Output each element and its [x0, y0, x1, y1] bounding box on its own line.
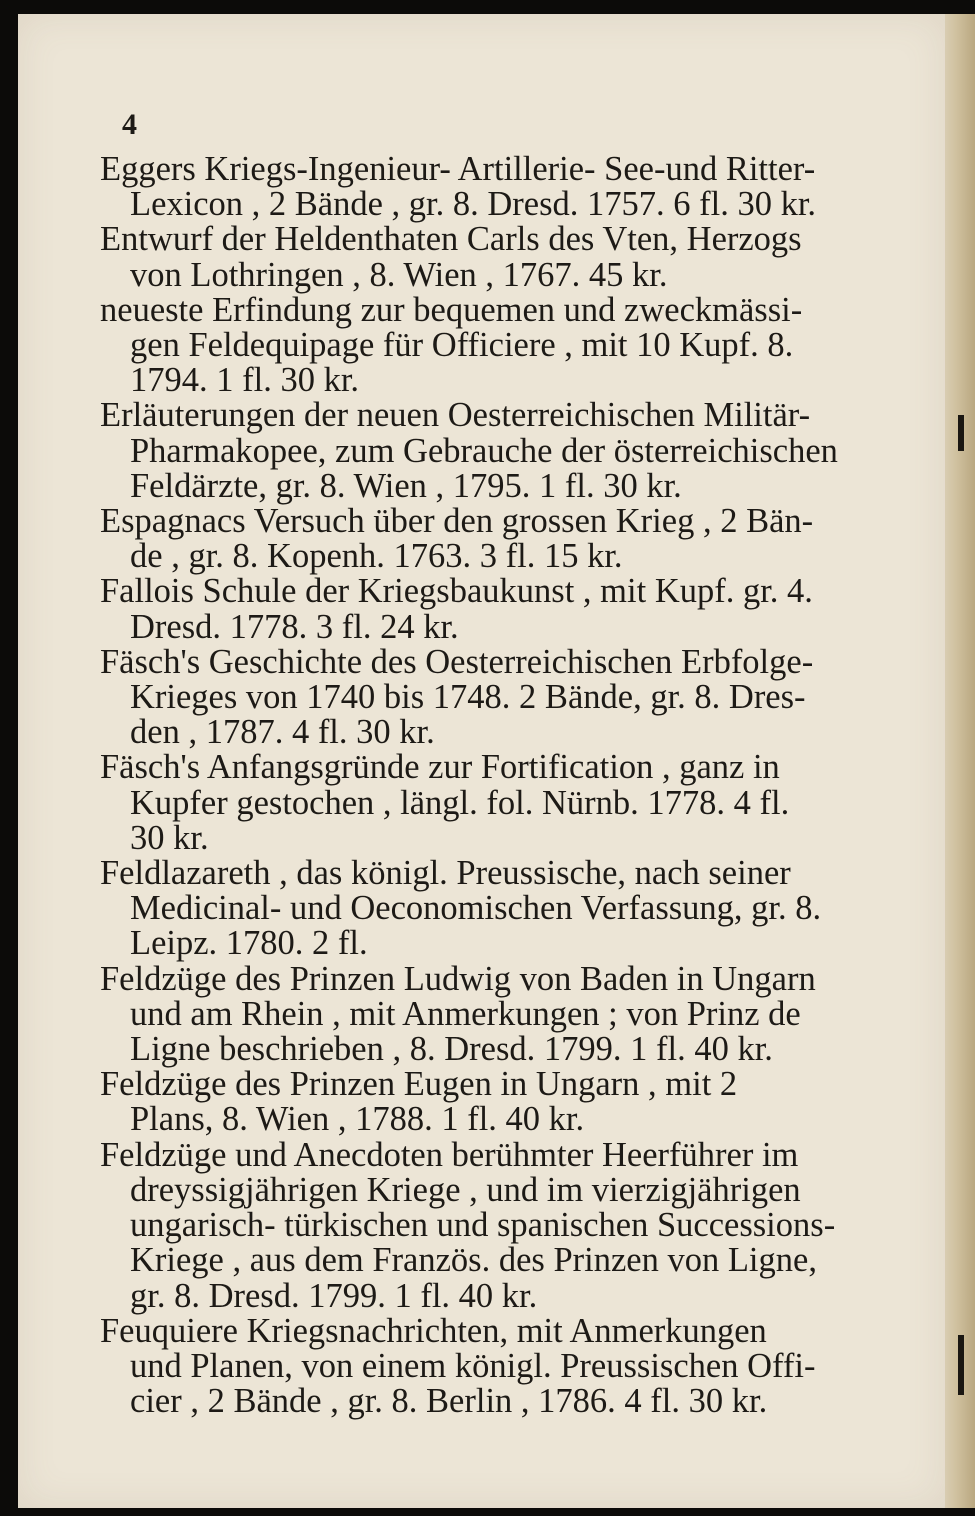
entry-continuation-line: 30 kr.	[130, 818, 209, 857]
entry-continuation-line: gen Feldequipage für Officiere , mit 10 Kupf. 8.	[130, 326, 794, 365]
entry-continuation-line: 1794. 1 fl. 30 kr.	[130, 361, 360, 400]
entry-title-line: Eggers Kriegs-Ingenieur- Artillerie- See-und Ritter-	[100, 150, 816, 188]
entry-continuation-line: Feldärzte, gr. 8. Wien , 1795. 1 fl. 30 kr.	[130, 466, 682, 505]
entry-title-line: Fallois Schule der Kriegsbaukunst , mit Kupf. gr. 4.	[100, 572, 813, 611]
entry-continuation-line: de , gr. 8. Kopenh. 1763. 3 fl. 15 kr.	[130, 537, 623, 576]
bibliography-entry	[100, 290, 922, 400]
entry-continuation-line: und Planen, von einem königl. Preussischen Offi-	[130, 1346, 816, 1385]
bibliography-entry	[100, 1311, 922, 1421]
entry-continuation-line: Pharmakopee, zum Gebrauche der österreichischen	[130, 431, 838, 470]
entry-continuation-line: ungarisch- türkischen und spanischen Successions-	[130, 1206, 836, 1245]
entry-continuation-line: den , 1787. 4 fl. 30 kr.	[130, 713, 435, 752]
entry-continuation-line: Krieges von 1740 bis 1748. 2 Bände, gr. 8. Dres-	[130, 678, 806, 717]
bibliography-entry	[100, 856, 922, 962]
entry-continuation-line: dreyssigjährigen Kriege , und im vierzigjährigen	[130, 1170, 801, 1209]
page-number: 4	[122, 108, 137, 141]
bibliography-entry	[100, 642, 922, 752]
bibliography-entry	[100, 222, 922, 292]
entry-continuation-line: und am Rhein , mit Anmerkungen ; von Prinz de	[130, 994, 801, 1033]
entry-continuation-line: Kriege , aus dem Französ. des Prinzen von Ligne,	[130, 1241, 817, 1280]
entry-title-line: Feldzüge des Prinzen Eugen in Ungarn , mit 2	[100, 1065, 738, 1104]
bibliography-entry	[100, 959, 922, 1069]
entry-title-line: Espagnacs Versuch über den grossen Krieg , 2 Bän-	[100, 502, 814, 541]
entry-title-line: Entwurf der Heldenthaten Carls des Vten, Herzogs	[100, 220, 802, 259]
entry-title-line: Feldzüge des Prinzen Ludwig von Baden in Ungarn	[100, 959, 816, 998]
entry-title-line: neueste Erfindung zur bequemen und zweckmässi-	[100, 290, 803, 329]
entry-continuation-line: cier , 2 Bände , gr. 8. Berlin , 1786. 4 fl. 30 kr.	[130, 1382, 768, 1421]
entry-continuation-line: gr. 8. Dresd. 1799. 1 fl. 40 kr.	[130, 1276, 538, 1315]
entry-continuation-line: Leipz. 1780. 2 fl.	[130, 924, 368, 963]
bibliography-entry	[100, 750, 922, 856]
bibliography-entry	[100, 398, 922, 504]
entry-title-line: Erläuterungen der neuen Oesterreichischen Militär-	[100, 396, 811, 435]
bibliography-list	[100, 152, 922, 1419]
entry-continuation-line: Kupfer gestochen , längl. fol. Nürnb. 1778. 4 fl.	[130, 783, 790, 822]
bibliography-entry	[100, 152, 922, 222]
entry-continuation-line: Medicinal- und Oeconomischen Verfassung, gr. 8.	[130, 889, 822, 928]
binding-mark	[958, 1335, 964, 1395]
bibliography-entry	[100, 574, 922, 644]
bibliography-entry	[100, 1067, 922, 1137]
entry-continuation-line: Lexicon , 2 Bände , gr. 8. Dresd. 1757. 6 fl. 30 kr.	[130, 185, 817, 224]
entry-title-line: Feuquiere Kriegsnachrichten, mit Anmerkungen	[100, 1311, 767, 1350]
entry-continuation-line: von Lothringen , 8. Wien , 1767. 45 kr.	[130, 255, 668, 294]
entry-title-line: Feldlazareth , das königl. Preussische, nach seiner	[100, 854, 791, 893]
page-edge	[945, 14, 975, 1508]
entry-continuation-line: Dresd. 1778. 3 fl. 24 kr.	[130, 607, 459, 646]
binding-mark	[958, 415, 964, 451]
entry-title-line: Fäsch's Anfangsgründe zur Fortification , ganz in	[100, 748, 780, 787]
bibliography-entry	[100, 1135, 922, 1315]
entry-continuation-line: Plans, 8. Wien , 1788. 1 fl. 40 kr.	[130, 1100, 585, 1139]
entry-title-line: Fäsch's Geschichte des Oesterreichischen Erbfolge-	[100, 642, 814, 681]
entry-continuation-line: Ligne beschrieben , 8. Dresd. 1799. 1 fl. 40 kr.	[130, 1030, 773, 1069]
bibliography-entry	[100, 504, 922, 574]
entry-title-line: Feldzüge und Anecdoten berühmter Heerführer im	[100, 1135, 799, 1174]
